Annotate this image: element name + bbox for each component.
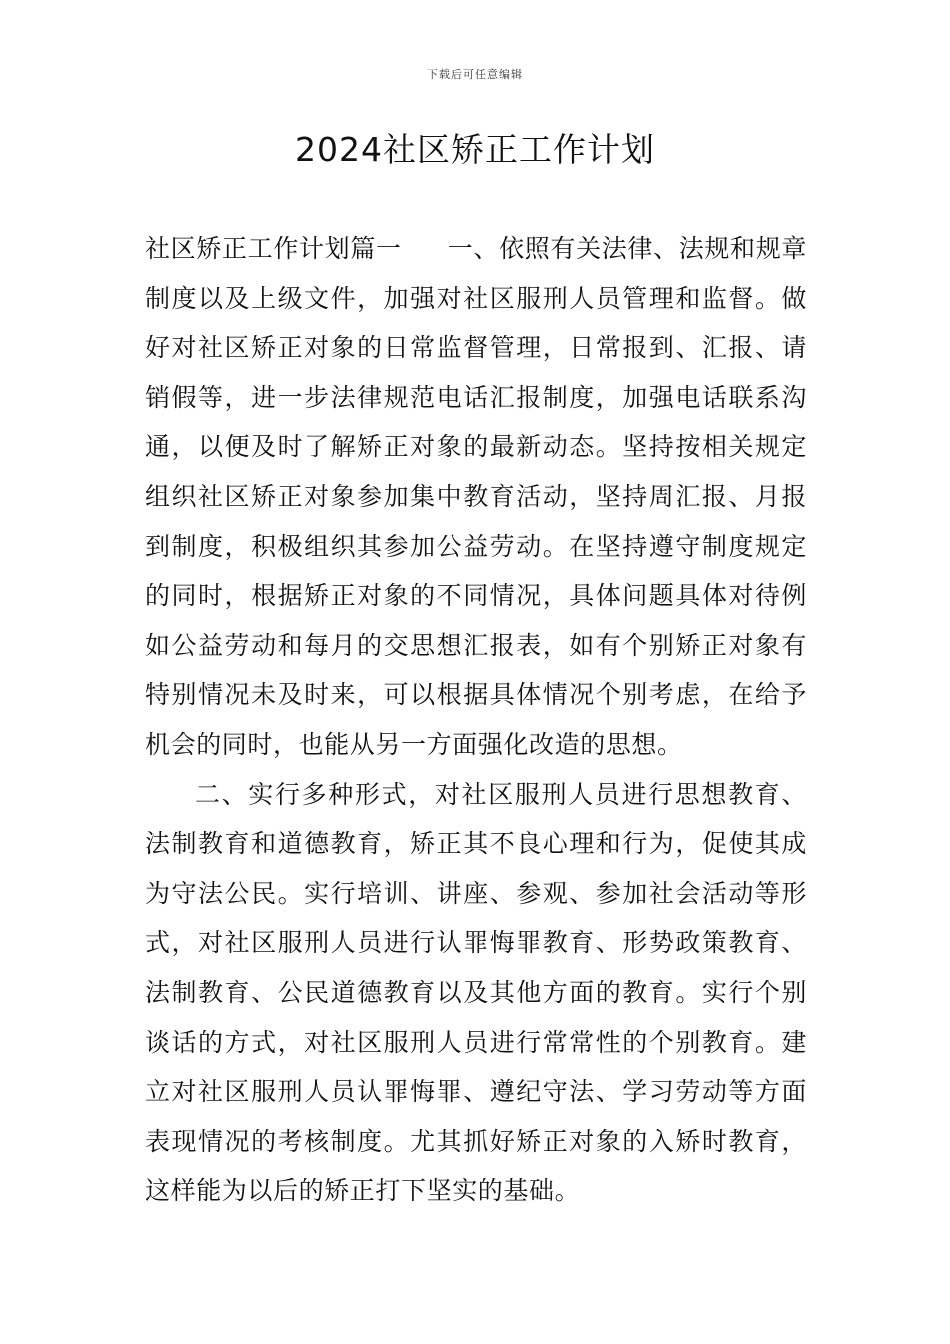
- paragraph-1: [145, 224, 807, 770]
- header-note: 下载后可任意编辑: [427, 68, 523, 81]
- document-title: 2024社区矫正工作计划: [295, 130, 655, 169]
- document-body: [145, 224, 807, 1216]
- paragraph-1-text: 一、依照有关法律、法规和规章制度以及上级文件，加强对社区服刑人员管理和监督。做好对社区矫正对象的日常监督管理，日常报到、汇报、请销假等，进一步法律规范电话汇报制度，加强电话联系沟通，以便及时了解矫正对象的最新动态。坚持按相关规定组织社区矫正对象参加集中教育活动，坚持周汇报、月报到制度，积极组织其参加公益劳动。在坚持遵守制度规定的同时，根据矫正对象的不同情况，具体问题具体对待例如公益劳动和每月的交思想汇报表，如有个别矫正对象有特别情况未及时来，可以根据具体情况个别考虑，在给予机会的同时，也能从另一方面强化改造的思想。: [145, 234, 807, 759]
- section-heading: 社区矫正工作计划篇一: [145, 234, 402, 263]
- paragraph-2: 二、实行多种形式，对社区服刑人员进行思想教育、法制教育和道德教育，矫正其不良心理和行为，促使其成为守法公民。实行培训、讲座、参观、参加社会活动等形式，对社区服刑人员进行认罪悔罪教育、形势政策教育、法制教育、公民道德教育以及其他方面的教育。实行个别谈话的方式，对社区服刑人员进行常常性的个别教育。建立对社区服刑人员认罪悔罪、遵纪守法、学习劳动等方面表现情况的考核制度。尤其抓好矫正对象的入矫时教育，这样能为以后的矫正打下坚实的基础。: [145, 779, 807, 1206]
